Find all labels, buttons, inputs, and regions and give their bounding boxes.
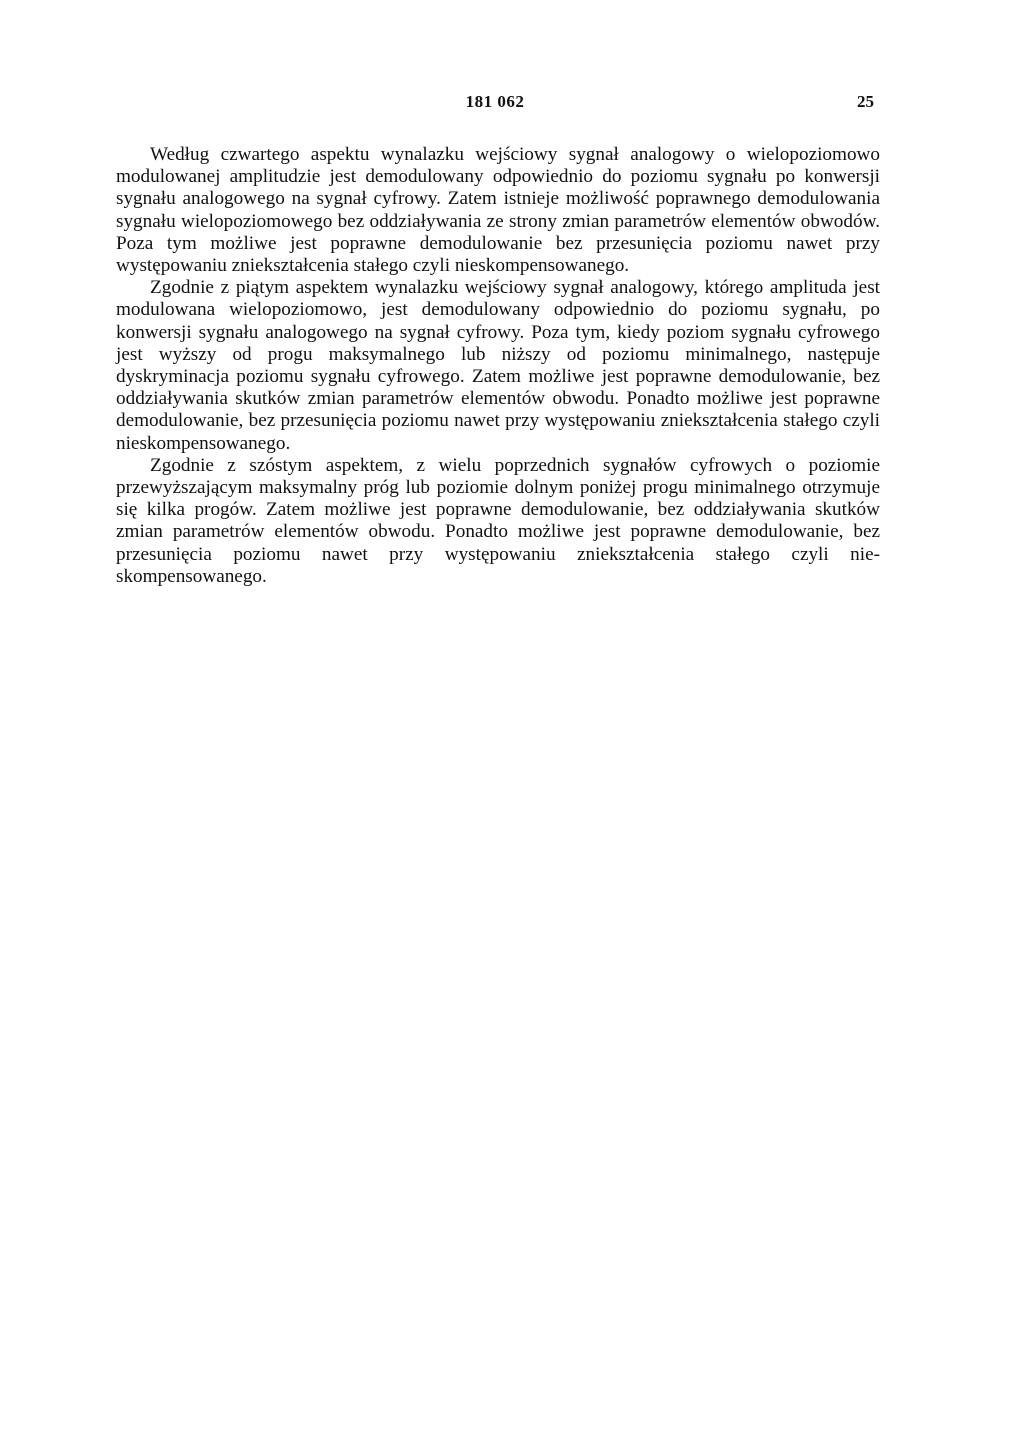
paragraph-aspect-6: Zgodnie z szóstym aspektem, z wielu poprzednich sygnałów cyfrowych o poziomie przewyższającym maksymalny próg lub poziomie dolnym poniżej progu minimalnego otrzymuje się kilka progów. Zatem możliwe jest poprawne demodulowanie, bez oddziaływania skutków zmian parametrów elementów obwodu. Ponadto możliwe jest poprawne demodulowanie, bez przesunięcia poziomu nawet przy występowaniu zniekształcenia stałego czyli nieskompensowanego. — [116, 454, 880, 587]
document-number: 181 062 — [465, 92, 525, 111]
page-number: 25 — [857, 92, 874, 111]
paragraph-aspect-4: Według czwartego aspektu wynalazku wejściowy sygnał analogowy o wielopoziomowo modulowanej amplitudzie jest demodulowany odpowiednio do poziomu sygnału po konwersji sygnału analogowego na sygnał cyfrowy. Zatem istnieje możliwość poprawnego demodulowania sygnału wielopoziomowego bez oddziaływania ze strony zmian parametrów elementów obwodów. Poza tym możliwe jest poprawne demodulowanie bez przesunięcia poziomu nawet przy występowaniu zniekształcenia stałego czyli nieskompensowanego. — [116, 144, 880, 277]
paragraph-aspect-5: Zgodnie z piątym aspektem wynalazku wejściowy sygnał analogowy, którego amplituda jest modulowana wielopoziomowo, jest demodulowany odpowiednio do poziomu sygnału, po konwersji sygnału analogowego na sygnał cyfrowy. Poza tym, kiedy poziom sygnału cyfrowego jest wyższy od progu maksymalnego lub niższy od poziomu minimalnego, następuje dyskryminacja poziomu sygnału cyfrowego. Zatem możliwe jest poprawne demodulowanie, bez oddziaływania skutków zmian parametrów elementów obwodu. Ponadto możliwe jest poprawne demodulowanie, bez przesunięcia poziomu nawet przy występowaniu zniekształcenia stałego czyli nieskompensowanego. — [116, 277, 880, 454]
page-header — [116, 92, 874, 118]
document-body — [116, 144, 880, 588]
